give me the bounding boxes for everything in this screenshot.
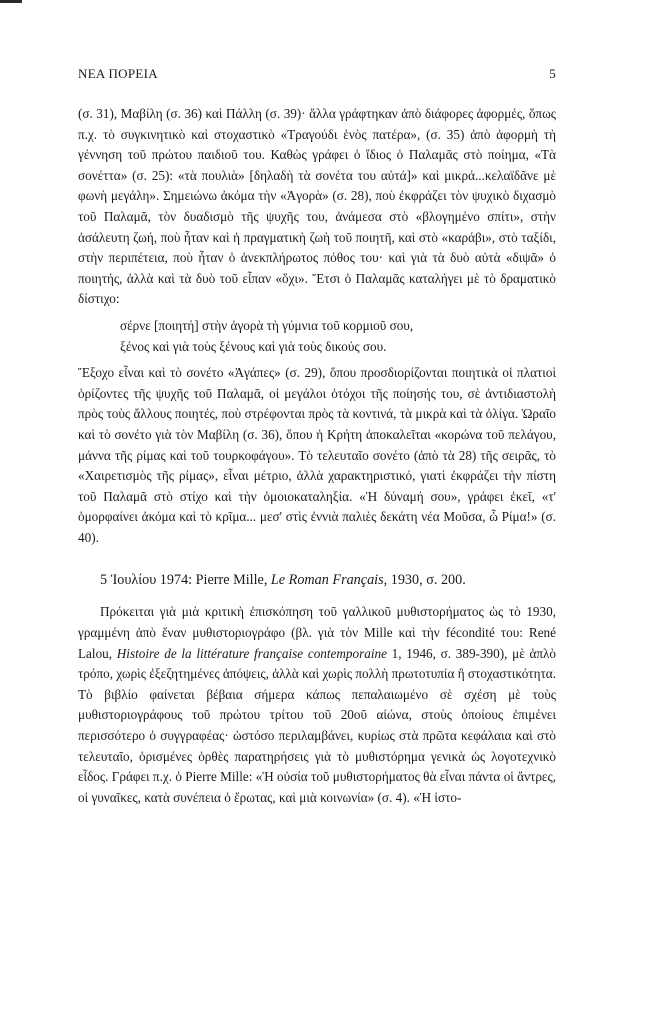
entry-date-author: 5 Ἰουλίου 1974: Pierre Mille,: [100, 572, 268, 589]
running-header: [78, 66, 556, 82]
paragraph-review: [78, 602, 556, 808]
review-text-start: Πρόκειται γιὰ μιὰ κριτικὴ ἐπισκόπηση τοῦ γαλλικοῦ μυθιστορήματος ὡς τὸ 1930, γραμμένη ἀπὸ ἕναν μυθιστοριογράφο (βλ. γιὰ τὸν Mille καὶ τὴν fécondité του: René Lalou,: [78, 604, 556, 661]
entry-publication: 1930, σ. 200.: [390, 572, 466, 589]
paragraph-agapes: Ἔξοχο εἶναι καὶ τὸ σονέτο «Ἀγάπες» (σ. 29), ὅπου προσδιορίζονται ποιητικὰ οἱ πλατιοὶ ὁρίζοντες τῆς ψυχῆς τοῦ Παλαμᾶ, οἱ μεγάλοι ὁτόχοι τῆς ποίησής του, σὲ ἀντιδιαστολὴ πρὸς τοὺς ἄλλους ποιητές, ποὺ στρέφονται πρὸς τὰ κοντινά, τὰ μικρὰ καὶ τὰ ὀλίγα. Ὡραῖο καὶ τὸ σονέτο γιὰ τὸν Μαβίλη (σ. 36), ὅπου ἡ Κρήτη ἀποκαλεῖται «κορώνα τοῦ πελάγου, μάννα τῆς ρίμας καὶ τοῦ τουρκοφάγου». Τὸ τελευταῖο σονέτο (ἀπὸ τὰ 28) τῆς σειρᾶς, τὸ «Χαιρετισμὸς τῆς ρίμας», εἶναι μέτριο, ἀλλὰ χαρακτηριστικό, γιατὶ ἐκφράζει τὴν πίστη τοῦ Παλαμᾶ στὸ στίχο καὶ τὴν ὁμοιοκαταληξία. «Ἡ δύναμή σου», γράφει ἐκεῖ, «τ' ὁμορφαίνει ἀκόμα καὶ τὸ κρῖμα... μεσ' στὶς ἐννιὰ παλιὲς δεκάτη νέα Μοῦσα, ὦ Ρίμα!» (σ. 40).: [78, 365, 556, 545]
verse-line: σέρνε [ποιητή] στὴν ἀγορὰ τὴ γύμνια τοῦ κορμιοῦ σου,: [120, 317, 414, 333]
paragraph-continued: (σ. 31), Μαβίλη (σ. 36) καὶ Πάλλη (σ. 39)· ἄλλα γράφτηκαν ἀπὸ διάφορες ἀφορμές, ὅπως π.χ. τὸ συγκινητικὸ καὶ στοχαστικὸ «Τραγούδι ἑνὸς πατέρα», (σ. 35) ἀπὸ ἀφορμὴ τὴ γέννηση τοῦ πρώτου παιδιοῦ του. Καθὼς γράφει ὁ ἴδιος ὁ Παλαμᾶς στὸ ποίημα, «Τὰ σονέττα» (σ. 25): «τὰ πουλιὰ» [δηλαδὴ τὰ σονέτα του αὐτά]» καὶ μικρά...κελαϊδᾶνε μὲ φωνὴ μεγάλη». Σημειώνω ἀκόμα τὴν «Ἀγορὰ» (σ. 28), ποὺ ἐκφράζει τὸν ψυχικὸ διχασμὸ τοῦ Παλαμᾶ, τὸν δυαδισμὸ τῆς ψυχῆς του, ἀνάμεσα στὸ «βλογημένο σπίτι», στὴν ἀσάλευτη ζωή, ποὺ ἦταν καὶ ἡ πραγματικὴ ζωὴ τοῦ ποιητῆ, καὶ στὸ «καράβι», στὸ ταξίδι, στὴν περιπέτεια, ποὺ ἦταν ὁ ἀνεκπλήρωτος πόθος του· καὶ γιὰ τὰ δυὸ αὐτὰ «διψᾶ» ὁ ποιητής, ἀλλὰ καὶ τὰ δυὸ τοῦ εἶπαν «ὄχι». Ἔτσι ὁ Παλαμᾶς καταλήγει μὲ τὸ δραματικὸ δίστιχο:: [78, 106, 556, 307]
verse-couplet: [120, 316, 556, 357]
entry-book-title: Le Roman Français,: [270, 572, 388, 589]
journal-title: ΝΕΑ ΠΟΡΕΙΑ: [78, 66, 158, 81]
review-text-rest: 1, 1946, σ. 389-390), μὲ ἁπλὸ τρόπο, χωρὶς ἐξεζητημένες ἀπόψεις, ἀλλὰ καὶ χωρὶς πολλὴ πρωτοτυπία ἢ στοχαστικότητα. Τὸ βιβλίο φαίνεται βέβαια σήμερα κάπως πεπαλαιωμένο σὲ σχέση μὲ τοὺς μυθιστοριογράφους τοῦ πρώτου τρίτου τοῦ 20οῦ αἰώνα, στοὺς ὁποίους ἐπιμένει περισσότερο ὁ συγγραφέας· ὡστόσο περιλαμβάνει, κυρίως στὰ πρῶτα κεφάλαια καὶ στὸ τελευταῖο, ὁρισμένες ὀρθὲς παρατηρήσεις γιὰ τὸ μυθιστόρημα γενικὰ ὡς λογοτεχνικὸ εἶδος. Γράφει π.χ. ὁ Pierre Mille: «Ἡ οὐσία τοῦ μυθιστορήματος θὰ εἶναι πάντα οἱ ἄντρες, οἱ γυναῖκες, κατὰ συνέπεια ὁ ἔρωτας, καὶ μιὰ κοινωνία» (σ. 4). «Ἡ ἱστο-: [78, 645, 557, 805]
cited-work-title: Histoire de la littérature française contemporaine: [116, 645, 387, 661]
document-page: [78, 66, 556, 808]
scan-corner-mark: [0, 0, 22, 3]
body-text: [78, 104, 556, 808]
verse-line: ξένος καὶ γιὰ τοὺς ξένους καὶ γιὰ τοὺς δικούς σου.: [120, 338, 387, 354]
entry-heading: [78, 570, 556, 590]
page-number: 5: [549, 66, 556, 81]
